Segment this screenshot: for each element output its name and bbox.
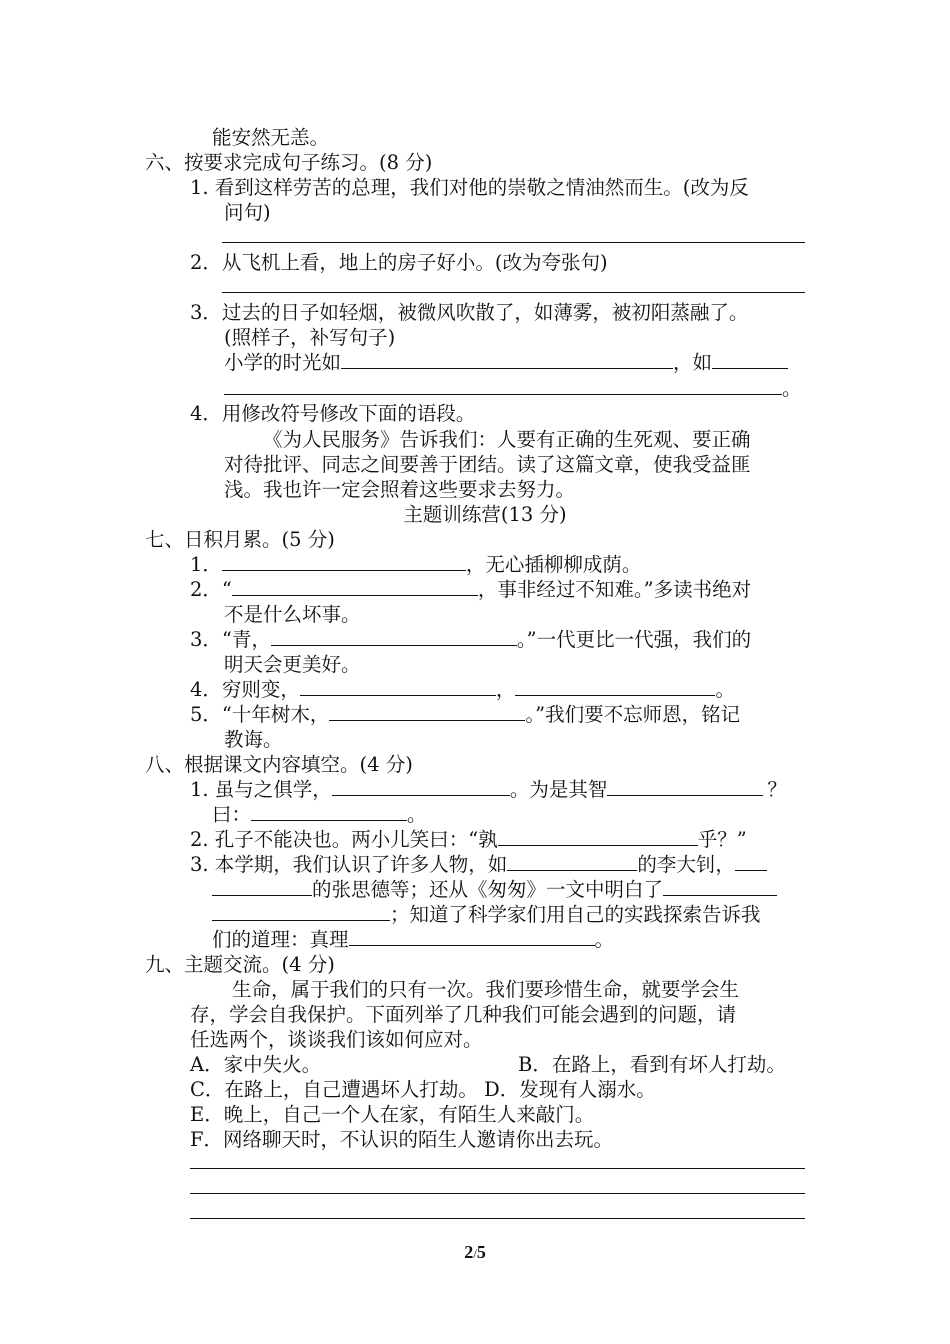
blank[interactable] — [515, 677, 715, 696]
item-text: 。”一代更比一代强，我们的 — [516, 628, 752, 651]
q7-3 — [190, 627, 751, 653]
q6-4-passage-line: 《为人民服务》告诉我们：人要有正确的生死观、要正确 — [263, 428, 751, 451]
item-text: ， — [495, 678, 516, 701]
q6-1-text: 1. 看到这样劳苦的总理，我们对他的崇敬之情油然而生。(改为反 — [190, 176, 749, 199]
q6-3-fill-row-2 — [224, 376, 802, 402]
blank[interactable] — [271, 627, 517, 646]
camp-heading: 主题训练营(13 分) — [403, 503, 567, 526]
option-a: A．家中失火。 — [190, 1053, 322, 1076]
item-text: 2. 孔子不能决也。两小儿笑曰：“孰 — [190, 828, 498, 851]
blank[interactable] — [341, 350, 673, 369]
blank[interactable] — [232, 577, 478, 596]
answer-line[interactable] — [222, 292, 805, 293]
blank[interactable] — [607, 777, 763, 796]
answer-line[interactable] — [190, 1168, 805, 1169]
answer-line[interactable] — [190, 1218, 805, 1219]
item-text: 。 — [594, 928, 615, 951]
q8-3-cont — [212, 902, 761, 928]
item-text: 1. 虽与之俱学， — [190, 778, 332, 801]
page-number — [0, 1242, 950, 1263]
item-text: ，事非经过不知难。”多读书绝对 — [477, 578, 752, 601]
section-8-title: 八、根据课文内容填空。(4 分) — [145, 753, 413, 776]
s9-paragraph-line: 存，学会自我保护。下面列举了几种我们可能会遇到的问题，请 — [190, 1003, 737, 1026]
item-number: 3．“青， — [190, 628, 271, 651]
item-text: ；知道了科学家们用自己的实践探索告诉我 — [390, 903, 761, 926]
section-9-title: 九、主题交流。(4 分) — [145, 953, 335, 976]
item-number: 2．“ — [190, 578, 232, 601]
q8-1 — [190, 777, 787, 803]
q6-3-mid: ，如 — [673, 351, 713, 374]
q7-3-cont: 明天会更美好。 — [224, 653, 361, 676]
blank[interactable] — [251, 802, 407, 821]
q6-3-prefix: 小学的时光如 — [224, 351, 342, 374]
q8-3 — [190, 852, 767, 878]
blank[interactable] — [663, 877, 777, 896]
blank[interactable] — [507, 852, 637, 871]
blank[interactable] — [300, 677, 496, 696]
q7-5-cont: 教诲。 — [224, 728, 283, 751]
item-text: 。 — [715, 678, 735, 701]
option-f: F．网络聊天时，不认识的陌生人邀请你出去玩。 — [190, 1128, 614, 1151]
q7-2-cont: 不是什么坏事。 — [224, 603, 361, 626]
blank[interactable] — [212, 902, 390, 921]
blank[interactable] — [349, 927, 595, 946]
q6-4-passage-line: 对待批评、同志之间要善于团结。读了这篇文章，使我受益匪 — [224, 453, 751, 476]
item-text: 。”我们要不忘师恩，铭记 — [525, 703, 741, 726]
q7-2 — [190, 577, 751, 603]
q8-1-cont — [212, 802, 427, 828]
section-6-title: 六、按要求完成句子练习。(8 分) — [145, 151, 433, 174]
item-text: 曰： — [212, 803, 252, 826]
item-text: 的张思德等；还从《匆匆》一文中明白了 — [312, 878, 664, 901]
q7-1 — [190, 552, 641, 578]
q6-4-passage-line: 浅。我也许一定会照着这些要求去努力。 — [224, 478, 576, 501]
item-number: 1． — [190, 553, 222, 576]
q7-4 — [190, 677, 735, 703]
page-total: 5 — [476, 1242, 486, 1262]
s9-paragraph-line: 生命，属于我们的只有一次。我们要珍惜生命，就要学会生 — [232, 978, 740, 1001]
item-text: 。 — [407, 803, 427, 826]
q6-3-end: 。 — [782, 377, 802, 400]
option-e: E．晚上，自己一个人在家，有陌生人来敲门。 — [190, 1103, 595, 1126]
blank[interactable] — [498, 827, 698, 846]
item-number: 5．“十年树木， — [190, 703, 330, 726]
q6-2-text: 2．从飞机上看，地上的房子好小。(改为夸张句) — [190, 251, 608, 274]
blank[interactable] — [329, 702, 525, 721]
q8-3-cont — [212, 877, 777, 903]
item-text: ？ — [767, 778, 787, 801]
item-text: 乎？” — [697, 828, 747, 851]
item-text: ，无心插柳柳成荫。 — [465, 553, 642, 576]
answer-line[interactable] — [190, 1193, 805, 1194]
continued-text: 能安然无恙。 — [212, 126, 330, 149]
s9-paragraph-line: 任选两个，谈谈我们该如何应对。 — [190, 1028, 483, 1051]
item-text: 们的道理：真理 — [212, 928, 349, 951]
item-text: 3. 本学期，我们认识了许多人物，如 — [190, 853, 508, 876]
item-number: 4．穷则变， — [190, 678, 300, 701]
item-text: 的李大钊， — [637, 853, 735, 876]
q6-3-fill-row — [224, 350, 788, 376]
q8-2 — [190, 827, 747, 853]
blank[interactable] — [212, 877, 312, 896]
blank[interactable] — [222, 552, 466, 571]
page-current: 2 — [464, 1242, 474, 1262]
q6-1-text-cont: 问句) — [224, 201, 271, 224]
section-7-title: 七、日积月累。(5 分) — [145, 528, 335, 551]
q6-3-instruction: (照样子，补写句子) — [224, 326, 396, 349]
blank[interactable] — [712, 350, 788, 369]
q7-5 — [190, 702, 740, 728]
blank[interactable] — [332, 777, 510, 796]
page-separator: / — [473, 1246, 477, 1261]
blank[interactable] — [224, 376, 782, 395]
blank[interactable] — [735, 852, 767, 871]
q6-3-text: 3．过去的日子如轻烟，被微风吹散了，如薄雾，被初阳蒸融了。 — [190, 301, 749, 324]
option-b: B．在路上，看到有坏人打劫。 — [518, 1053, 786, 1076]
q8-3-cont — [212, 927, 614, 953]
q6-4-text: 4．用修改符号修改下面的语段。 — [190, 402, 476, 425]
item-text: 。为是其智 — [509, 778, 608, 801]
answer-line[interactable] — [222, 242, 805, 243]
option-c-d: C．在路上，自己遭遇坏人打劫。 D．发现有人溺水。 — [190, 1078, 656, 1101]
